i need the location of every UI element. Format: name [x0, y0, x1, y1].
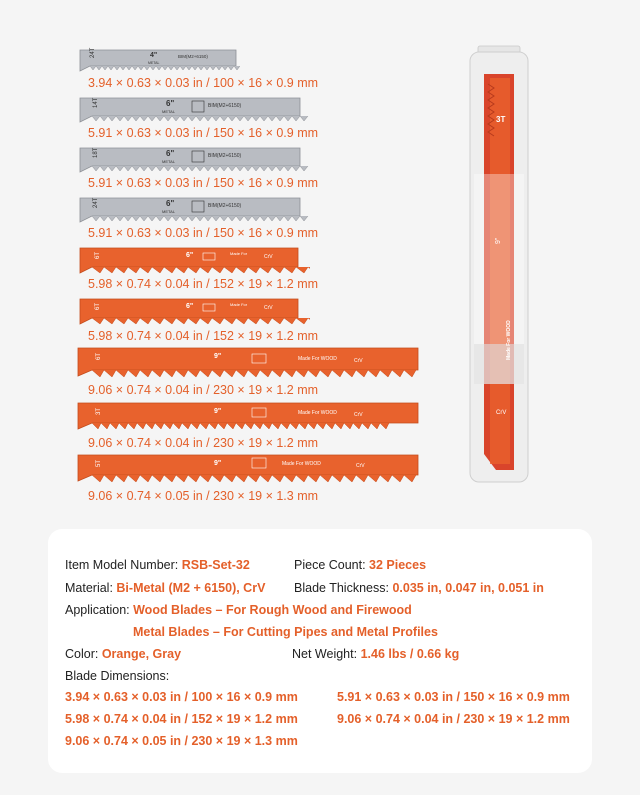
tube-brand: Made For WOOD [506, 320, 512, 360]
blade-2-type: METAL [162, 109, 176, 114]
blade-4-metal [0, 194, 310, 226]
spec-thickness-label: Blade Thickness: [294, 581, 393, 595]
blade-9-wood [0, 451, 430, 489]
blade-8-size: 9" [214, 408, 222, 415]
blade-5-dims: 5.98 × 0.74 × 0.04 in / 152 × 19 × 1.2 mm [88, 277, 319, 291]
blade-3-code: BIM(M2+6150) [208, 153, 242, 159]
blade-4-tpi: 24T [93, 197, 99, 208]
blade-1-code: BIM(M2+6150) [178, 54, 208, 59]
blade-1-metal [0, 44, 240, 74]
blade-2-metal [0, 94, 310, 126]
blade-1-type: METAL [148, 61, 160, 65]
blade-2-tpi: 14T [93, 97, 99, 108]
blade-2-code: BIM(M2+6150) [208, 103, 242, 109]
blade-6-type: Made For [230, 302, 248, 307]
blade-4-dims: 5.91 × 0.63 × 0.03 in / 150 × 16 × 0.9 mm [88, 226, 319, 240]
blade-7-size: 9" [214, 353, 222, 360]
blade-3-dims: 5.91 × 0.63 × 0.03 in / 150 × 16 × 0.9 mm [88, 176, 319, 190]
spec-dim-5: 9.06 × 0.74 × 0.05 in / 230 × 19 × 1.3 mm [65, 734, 298, 748]
spec-dim-3: 5.98 × 0.74 × 0.04 in / 152 × 19 × 1.2 mm [65, 712, 298, 726]
spec-model [65, 558, 250, 572]
blade-9-code: CrV [356, 463, 365, 469]
blade-9-dims: 9.06 × 0.74 × 0.05 in / 230 × 19 × 1.3 mm [88, 489, 319, 503]
spec-color-label: Color: [65, 647, 102, 661]
spec-thickness-value: 0.035 in, 0.047 in, 0.051 in [392, 581, 544, 595]
blade-5-code: CrV [264, 254, 273, 260]
blade-5-tpi: 6T [95, 251, 101, 259]
blade-4-type: METAL [162, 209, 176, 214]
spec-model-label: Item Model Number: [65, 558, 182, 572]
blade-8-code: CrV [354, 412, 363, 418]
blade-7-type: Made For WOOD [298, 356, 337, 362]
blade-7-tpi: 6T [96, 352, 102, 360]
blade-6-code: CrV [264, 305, 273, 311]
spec-material-value: Bi-Metal (M2 + 6150), CrV [116, 581, 266, 595]
blade-7-wood [0, 344, 430, 382]
storage-tube [466, 44, 532, 486]
blade-9-type: Made For WOOD [282, 461, 321, 467]
spec-count [294, 558, 426, 572]
spec-model-value: RSB-Set-32 [181, 558, 250, 572]
blade-3-metal [0, 144, 310, 176]
spec-count-label: Piece Count: [294, 558, 370, 572]
blade-1-size: 4" [150, 52, 158, 59]
blade-2-dims: 5.91 × 0.63 × 0.03 in / 150 × 16 × 0.9 mm [88, 126, 319, 140]
blade-5-wood [0, 243, 310, 277]
blade-9-tpi: 5T [96, 459, 102, 467]
tube-code: CrV [496, 410, 507, 416]
blade-5-size: 6" [186, 252, 194, 259]
blade-9-size: 9" [214, 460, 222, 467]
blade-6-tpi: 6T [95, 302, 101, 310]
blade-8-wood [0, 399, 430, 437]
tube-size: 9" [495, 237, 502, 244]
blade-1-tpi: 24T [90, 47, 96, 58]
blade-6-size: 6" [186, 303, 194, 310]
blade-4-size: 6" [166, 199, 175, 208]
spec-application-value-2: Metal Blades – For Cutting Pipes and Metal Profiles [133, 625, 438, 639]
spec-material [65, 581, 265, 595]
blade-1-dims: 3.94 × 0.63 × 0.03 in / 100 × 16 × 0.9 mm [88, 76, 319, 90]
spec-dim-4: 9.06 × 0.74 × 0.04 in / 230 × 19 × 1.2 mm [337, 712, 570, 726]
spec-material-label: Material: [65, 581, 117, 595]
blade-8-type: Made For WOOD [298, 410, 337, 416]
spec-weight-value: 1.46 lbs / 0.66 kg [360, 647, 460, 661]
spec-dimensions-label: Blade Dimensions: [65, 669, 170, 683]
blade-7-dims: 9.06 × 0.74 × 0.04 in / 230 × 19 × 1.2 mm [88, 383, 319, 397]
tube-tpi: 3T [496, 115, 506, 124]
spec-weight-label: Net Weight: [292, 647, 361, 661]
blade-5-type: Made For [230, 251, 248, 256]
blade-8-tpi: 3T [96, 407, 102, 415]
spec-thickness [294, 581, 544, 595]
spec-count-value: 32 Pieces [369, 558, 427, 572]
spec-dim-2: 5.91 × 0.63 × 0.03 in / 150 × 16 × 0.9 mm [337, 690, 570, 704]
blade-6-dims: 5.98 × 0.74 × 0.04 in / 152 × 19 × 1.2 mm [88, 329, 319, 343]
spec-card [48, 529, 592, 773]
spec-application-value-1: Wood Blades – For Rough Wood and Firewood [133, 603, 412, 617]
blade-3-tpi: 18T [93, 147, 99, 158]
spec-application-label: Application: [65, 603, 134, 617]
spec-color-value: Orange, Gray [101, 647, 182, 661]
blade-3-type: METAL [162, 159, 176, 164]
blade-8-dims: 9.06 × 0.74 × 0.04 in / 230 × 19 × 1.2 mm [88, 436, 319, 450]
spec-application [65, 603, 412, 617]
blade-3-size: 6" [166, 149, 175, 158]
blade-2-size: 6" [166, 99, 175, 108]
spec-dim-1: 3.94 × 0.63 × 0.03 in / 100 × 16 × 0.9 mm [65, 690, 298, 704]
blade-7-code: CrV [354, 358, 363, 364]
blade-4-code: BIM(M2+6150) [208, 203, 242, 209]
spec-color [65, 647, 181, 661]
blade-6-wood [0, 294, 310, 328]
spec-weight [292, 647, 459, 661]
